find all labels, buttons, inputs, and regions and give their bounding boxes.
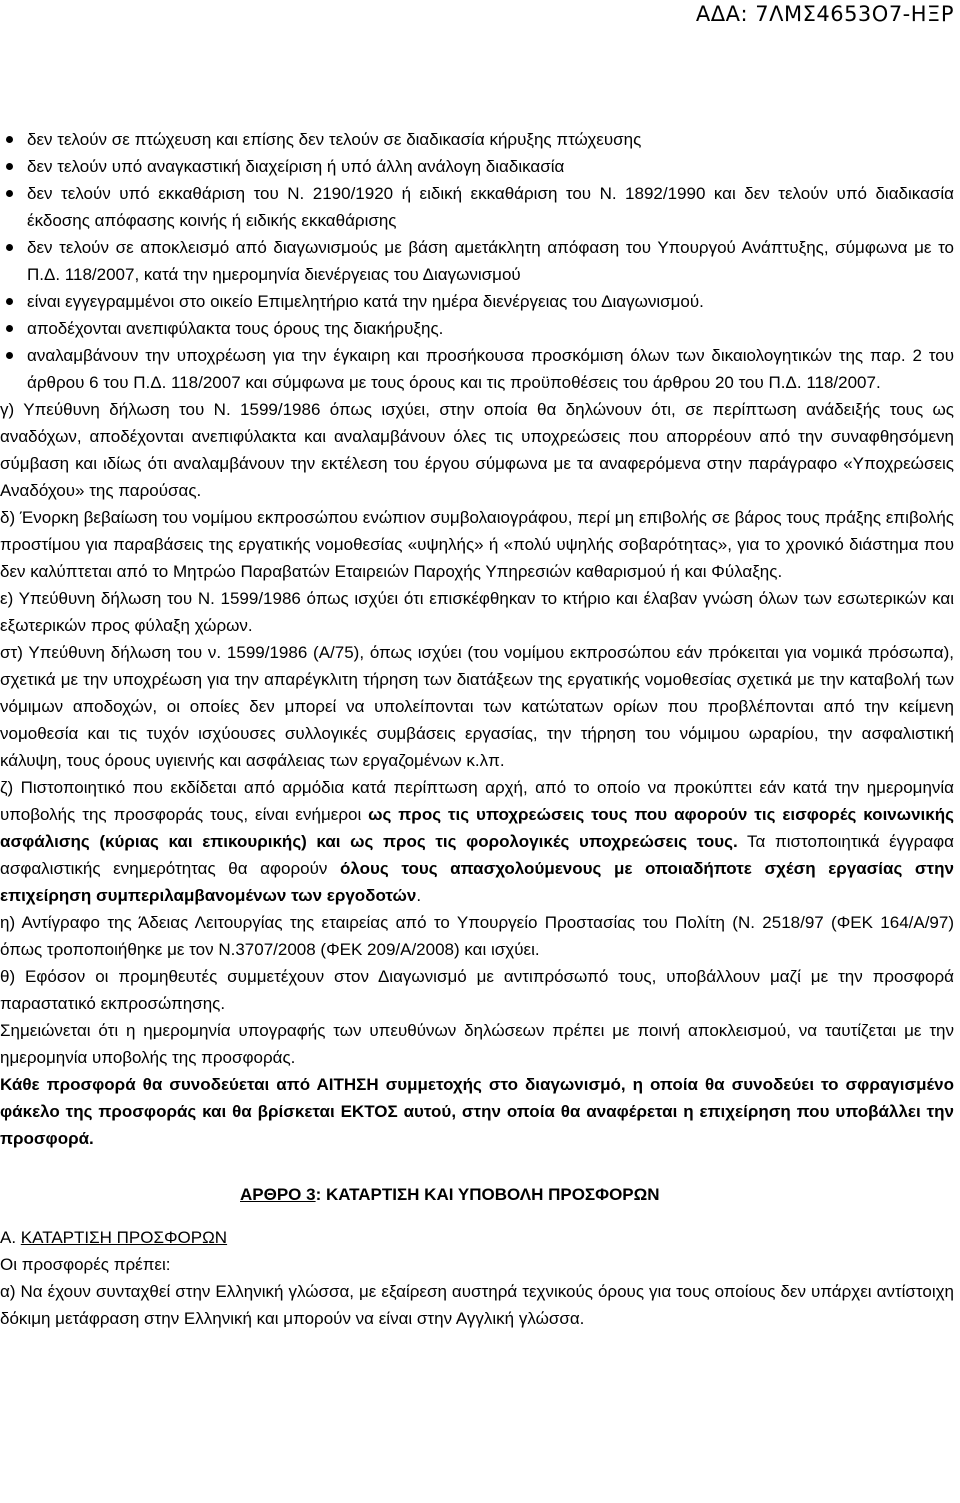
paragraph-g: γ) Υπεύθυνη δήλωση του Ν. 1599/1986 όπως ισχύει, στην οποία θα δηλώνουν ότι, σε περίπτωση ανάδειξής τους ως αναδόχων, αποδέχονται ανεπιφύλακτα και αναλαμβάνουν όλες τις υποχρεώσεις που απορρέουν από την συναφθησόμενη σύμβαση και ιδίως ότι αναλαμβάνουν την εκτέλεση του έργου σύμφωνα με τα αναφερόμενα στην παράγραφο «Υποχρεώσεις Αναδόχου» της παρούσας. [0,400,954,500]
document-body [0,126,954,1332]
paragraph-d: δ) Ένορκη βεβαίωση του νομίμου εκπροσώπου ενώπιον συμβολαιογράφου, περί μη επιβολής σε βάρος τους πράξης επιβολής προστίμου για παραβάσεις της εργατικής νομοθεσίας «υψηλής» ή «πολύ υψηλής σοβαρότητας», για το χρονικό διάστημα που δεν καλύπτεται από το Μητρώο Παραβατών Εταιρειών Παροχής Υπηρεσιών καθαρισμού ή και Φύλαξης. [0,508,954,581]
paragraph-e: ε) Υπεύθυνη δήλωση του Ν. 1599/1986 όπως ισχύει ότι επισκέφθηκαν το κτήριο και έλαβαν γνώση όλων των εσωτερικών και εξωτερικών προς φύλαξη χώρων. [0,589,954,635]
paragraph-z-text-3: . [416,886,422,905]
application-note: Κάθε προσφορά θα συνοδεύεται από ΑΙΤΗΣΗ συμμετοχής στο διαγωνισμό, η οποία θα συνοδεύει το σφραγισμένο φάκελο της προσφοράς και θα βρίσκεται ΕΚΤΟΣ αυτού, στην οποία θα αναφέρεται η επιχείρηση που υποβάλλει την προσφορά. [0,1075,954,1148]
paragraph-a: α) Να έχουν συνταχθεί στην Ελληνική γλώσσα, με εξαίρεση αυστηρά τεχνικούς όρους για τους οποίους δεν υπάρχει αντίστοιχη δόκιμη μετάφραση στην Ελληνική και μπορούν να είναι στην Αγγλική γλώσσα. [0,1282,954,1328]
paragraph-st: στ) Υπεύθυνη δήλωση του ν. 1599/1986 (Α/75), όπως ισχύει (του νομίμου εκπροσώπου εάν πρόκειται για νομικά πρόσωπα), σχετικά με την υποχρέωση για την απαρέγκλιτη τήρηση των διατάξεων της εργατικής νομοθεσίας σχετικά με την καταβολή των νόμιμων αποδοχών, οι οποίες δεν μπορεί να υπολείπονται των κατώτατων ορίων που προβλέπονται από την κείμενη νομοθεσία και τις τυχόν ισχύουσες συλλογικές συμβάσεις εργασίας, την τήρηση του νόμιμου ωραρίου, την ασφαλιστική κάλυψη, τους όρους υγιεινής και ασφάλειας των εργαζομένων κ.λπ. [0,643,954,770]
article-title: : ΚΑΤΑΡΤΙΣΗ ΚΑΙ ΥΠΟΒΟΛΗ ΠΡΟΣΦΟΡΩΝ [315,1185,660,1204]
ada-code: ΑΔΑ: 7ΛΜΣ4653Ο7-ΗΞΡ [695,2,954,26]
paragraph-z-bold-2: όλους τους απασχολούμενους με οποιαδήποτε σχέση εργασίας στην επιχείρηση συμπεριλαμβανομένων των εργοδοτών [0,859,954,905]
paragraph-z [0,774,954,909]
section-heading [0,1224,954,1251]
paragraph-th: θ) Εφόσον οι προμηθευτές συμμετέχουν στον Διαγωνισμό με αντιπρόσωπό τους, υποβάλλουν μαζί με την προσφορά παραστατικό εκπροσώπησης. [0,967,954,1013]
paragraph-z-text-1: ζ) Πιστοποιητικό που εκδίδεται από αρμόδια κατά περίπτωση αρχή, από το οποίο να προκύπτει εάν κατά την ημερομηνία υποβολής της προσφοράς τους, είναι ενήμεροι [0,778,954,824]
requirements-list [0,126,954,396]
article-heading [0,1181,954,1208]
paragraph-i: η) Αντίγραφο της Άδειας Λειτουργίας της εταιρείας από το Υπουργείο Προστασίας του Πολίτη (Ν. 2518/97 (ΦΕΚ 164/Α/97) όπως τροποποιήθηκε με τον Ν.3707/2008 (ΦΕΚ 209/Α/2008) και ισχύει. [0,913,954,959]
list-item: είναι εγγεγραμμένοι στο οικείο Επιμελητήριο κατά την ημέρα διενέργειας του Διαγωνισμού. [0,288,954,315]
section-title: ΚΑΤΑΡΤΙΣΗ ΠΡΟΣΦΟΡΩΝ [20,1228,228,1247]
paragraph-z-bold-1: ως προς τις υποχρεώσεις τους που αφορούν τις εισφορές κοινωνικής ασφάλισης (κύριας και επικουρικής) και ως προς τις φορολογικές υποχρεώσεις τους. [0,805,954,851]
list-item: δεν τελούν σε πτώχευση και επίσης δεν τελούν σε διαδικασία κήρυξης πτώχευσης [0,126,954,153]
article-number: ΑΡΘΡΟ 3 [240,1185,316,1204]
list-item: δεν τελούν υπό εκκαθάριση του Ν. 2190/1920 ή ειδική εκκαθάριση του Ν. 1892/1990 και δεν τελούν υπό διαδικασία έκδοσης απόφασης κοινής ή ειδικής εκκαθάρισης [0,180,954,234]
list-item: δεν τελούν υπό αναγκαστική διαχείριση ή υπό άλλη ανάλογη διαδικασία [0,153,954,180]
list-item: δεν τελούν σε αποκλεισμό από διαγωνισμούς με βάση αμετάκλητη απόφαση του Υπουργού Ανάπτυξης, σύμφωνα με το Π.Δ. 118/2007, κατά την ημερομηνία διενέργειας του Διαγωνισμού [0,234,954,288]
offers-intro: Οι προσφορές πρέπει: [0,1255,171,1274]
section-prefix: Α. [0,1228,21,1247]
list-item: αποδέχονται ανεπιφύλακτα τους όρους της διακήρυξης. [0,315,954,342]
signature-note: Σημειώνεται ότι η ημερομηνία υπογραφής των υπευθύνων δηλώσεων πρέπει με ποινή αποκλεισμού, να ταυτίζεται με την ημερομηνία υποβολής της προσφοράς. [0,1021,954,1067]
list-item: αναλαμβάνουν την υποχρέωση για την έγκαιρη και προσήκουσα προσκόμιση όλων των δικαιολογητικών της παρ. 2 του άρθρου 6 του Π.Δ. 118/2007 και σύμφωνα με τους όρους και τις προϋποθέσεις του άρθρου 20 του Π.Δ. 118/2007. [0,342,954,396]
paragraph-z-text-2: Τα πιστοποιητικά έγγραφα ασφαλιστικής ενημερότητας θα αφορούν [0,832,954,878]
